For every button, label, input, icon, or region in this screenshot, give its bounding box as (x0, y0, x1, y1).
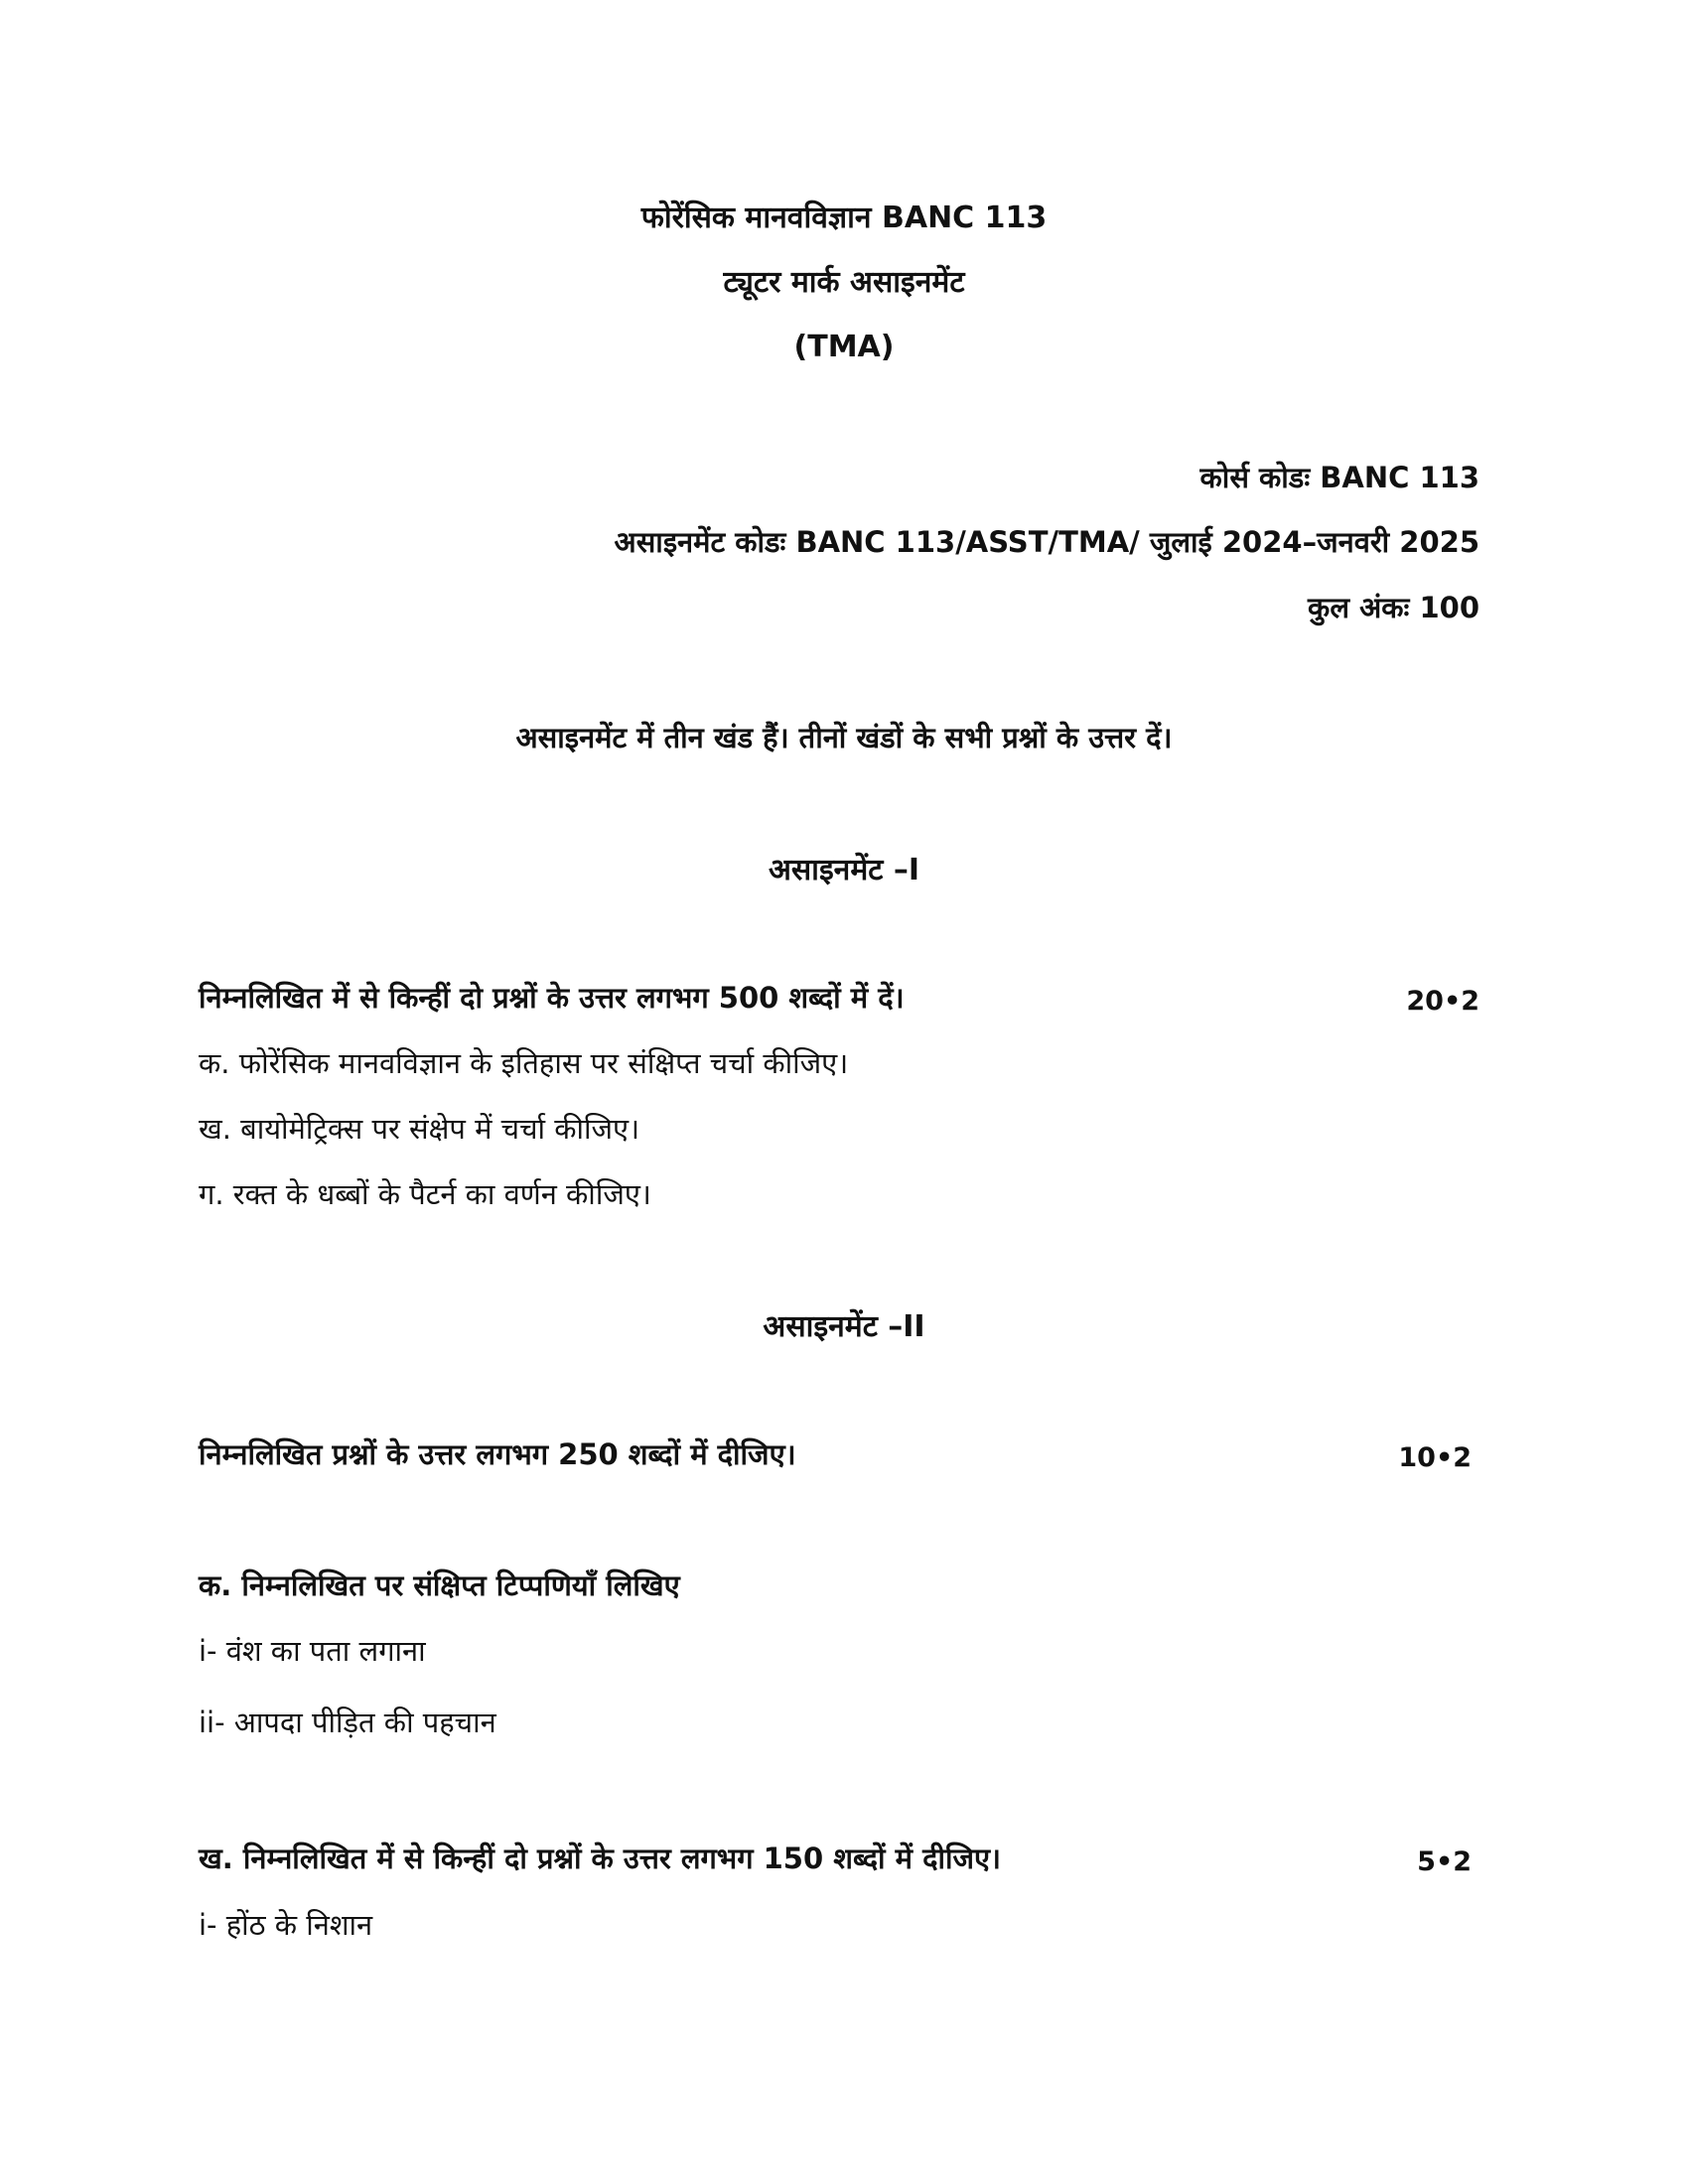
section-heading-1: असाइनमेंट –I (768, 853, 920, 887)
document-abbr: (TMA) (793, 330, 895, 364)
list-item: क. फोरेंसिक मानवविज्ञान के इतिहास पर संक्षिप्त चर्चा कीजिए। (199, 1046, 849, 1080)
document-title: फोरेंसिक मानवविज्ञान BANC 113 (640, 201, 1048, 235)
document-subtitle: ट्यूटर मार्क असाइनमेंट (723, 265, 965, 300)
section2-part-a-prompt: क. निम्नलिखित पर संक्षिप्त टिप्पणियाँ लिखिए (199, 1569, 680, 1602)
list-item: ii- आपदा पीड़ित की पहचान (199, 1706, 496, 1739)
course-code: कोर्स कोडः BANC 113 (1199, 461, 1479, 494)
list-item: ख. बायोमेट्रिक्स पर संक्षेप में चर्चा कीजिए। (199, 1112, 640, 1146)
instructions: असाइनमेंट में तीन खंड हैं। तीनों खंडों के सभी प्रश्नों के उत्तर दें। (515, 721, 1173, 754)
list-item: ग. रक्त के धब्बों के पैटर्न का वर्णन कीजिए। (199, 1177, 651, 1211)
section2-part-b-prompt: ख. निम्नलिखित में से किन्हीं दो प्रश्नों के उत्तर लगभग 150 शब्दों में दीजिए। (199, 1842, 1002, 1875)
section2-marks: 10•2 (1398, 1442, 1472, 1473)
total-marks: कुल अंकः 100 (1308, 591, 1479, 624)
list-item: i- वंश का पता लगाना (199, 1634, 426, 1668)
section1-prompt: निम्नलिखित में से किन्हीं दो प्रश्नों के उत्तर लगभग 500 शब्दों में दें। (199, 981, 905, 1015)
list-item: i- होंठ के निशान (199, 1908, 373, 1942)
section2-part-b-marks: 5•2 (1417, 1846, 1472, 1877)
assignment-code: असाइनमेंट कोडः BANC 113/ASST/TMA/ जुलाई 2024–जनवरी 2025 (614, 525, 1479, 559)
section2-prompt: निम्नलिखित प्रश्नों के उत्तर लगभग 250 शब्दों में दीजिए। (199, 1437, 796, 1471)
section-heading-2: असाइनमेंट –II (763, 1309, 925, 1344)
section1-marks: 20•2 (1406, 986, 1479, 1017)
